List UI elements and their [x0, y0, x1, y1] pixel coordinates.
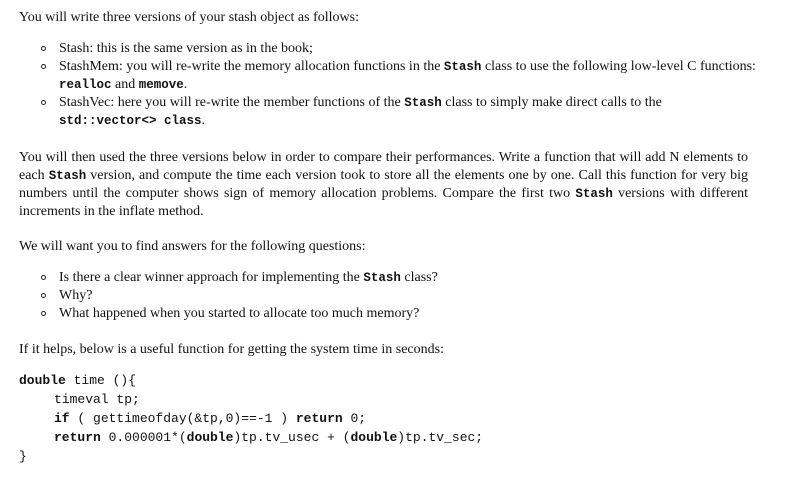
code-text: )tp.tv_usec + (: [233, 430, 351, 445]
version-text: .: [201, 113, 206, 128]
bullet-circle-icon: [41, 275, 46, 280]
version-text: class to use the following low-level C functions:: [481, 59, 756, 74]
code-text: timeval tp;: [54, 392, 140, 407]
code-keyword: return: [54, 430, 101, 445]
bullet-circle-icon: [41, 100, 46, 105]
code-text: 0.000001*(: [100, 430, 187, 445]
inline-code: realloc: [59, 78, 112, 92]
list-item: [19, 269, 759, 287]
bullet-circle-icon: [41, 46, 46, 51]
list-item: [19, 40, 759, 58]
inline-code: std::vector<> class: [59, 114, 202, 128]
list-item: [19, 305, 759, 323]
code-keyword: return: [295, 411, 343, 426]
questions-intro: We will want you to find answers for the following questions:: [19, 239, 366, 254]
inline-code: Stash: [48, 169, 87, 183]
bullet-circle-icon: [41, 64, 46, 69]
bullet-circle-icon: [41, 293, 46, 298]
inline-code: Stash: [404, 96, 442, 110]
version-text: this is the same version as in the book;: [93, 41, 313, 56]
list-item: [19, 287, 759, 305]
code-text: }: [19, 449, 27, 464]
code-line: [19, 428, 759, 447]
inline-code: memove: [138, 78, 184, 92]
code-keyword: double: [19, 373, 66, 388]
list-item: [19, 94, 759, 130]
version-name: StashVec:: [59, 95, 115, 110]
comparison-paragraph: [19, 149, 748, 221]
paragraph-text: version, and compute the time each version took to store all the elements one by one. Call this function for very big numbers until the computer shows sign of memory allocation problems. Compare the first two: [19, 168, 748, 201]
question-text: What happened when you started to allocate too much memory?: [59, 306, 420, 321]
code-text: 0;: [342, 411, 367, 426]
paragraph-text: versions with different increments in the inflate method.: [19, 186, 749, 219]
version-text: here you will re-write the member functions of the: [114, 95, 405, 110]
version-name: StashMem:: [59, 59, 123, 74]
code-text: ( gettimeofday(&tp,0)==-1 ): [69, 411, 296, 426]
code-keyword: double: [350, 430, 398, 445]
question-text: Why?: [59, 288, 93, 303]
code-keyword: double: [186, 430, 234, 445]
question-text: class?: [400, 270, 438, 285]
bullet-circle-icon: [41, 311, 46, 316]
code-line: [19, 371, 759, 390]
intro-paragraph: You will write three versions of your stash object as follows:: [19, 10, 359, 25]
code-text: time (){: [65, 373, 137, 388]
code-line: [19, 390, 759, 409]
question-text: Is there a clear winner approach for implementing the: [59, 270, 364, 285]
code-text: )tp.tv_sec;: [397, 430, 484, 445]
version-text: you will re-write the memory allocation functions in the: [122, 59, 444, 74]
version-text: .: [183, 77, 188, 92]
questions-list: [19, 269, 759, 323]
list-item: [19, 58, 759, 94]
version-text: class to simply make direct calls to the: [441, 95, 662, 110]
code-block: [19, 371, 759, 466]
paragraph-text: You will then used the three versions below in order to compare their performances. Write a function that will add N elements to each: [19, 150, 748, 183]
code-keyword: if: [54, 411, 70, 426]
version-name: Stash:: [59, 41, 94, 56]
versions-list: [19, 40, 759, 130]
version-text: and: [111, 77, 139, 92]
inline-code: Stash: [575, 187, 613, 201]
inline-code: Stash: [363, 271, 401, 285]
code-line: [19, 409, 759, 428]
code-line: [19, 447, 759, 466]
inline-code: Stash: [443, 60, 482, 74]
helper-intro: If it helps, below is a useful function for getting the system time in seconds:: [19, 342, 444, 357]
